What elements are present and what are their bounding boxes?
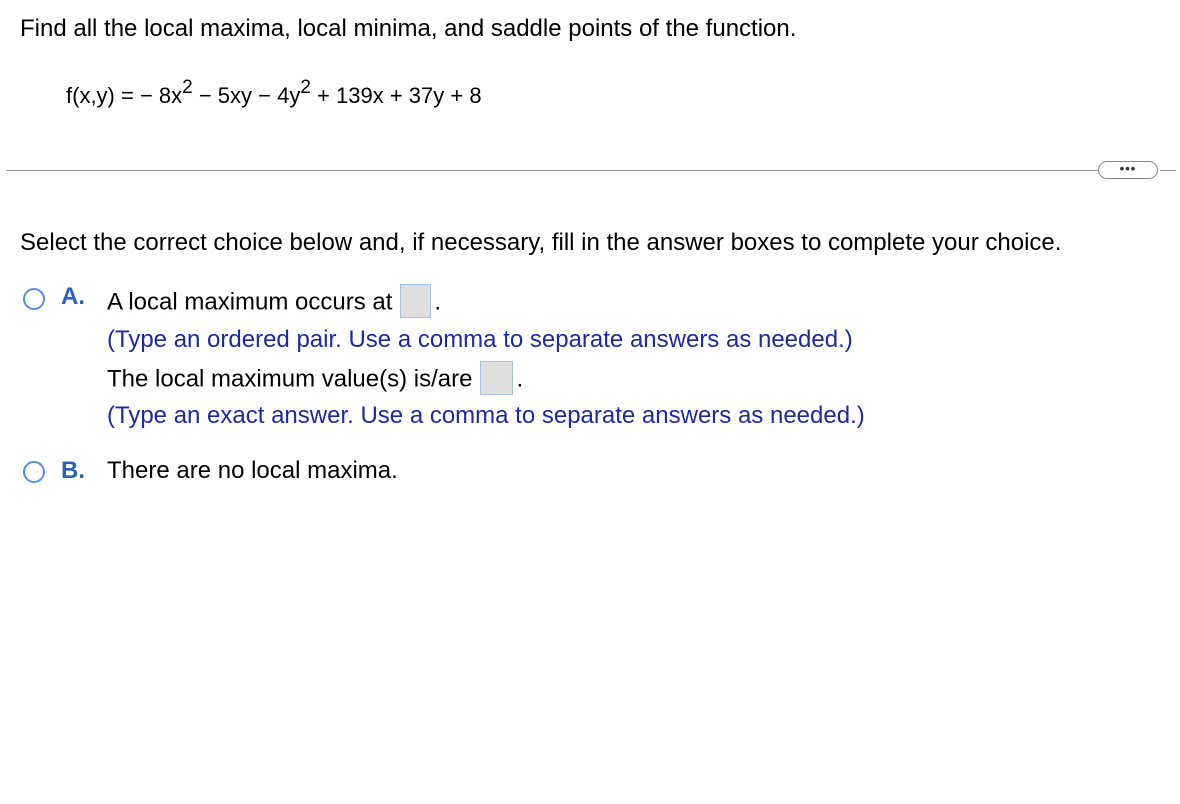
more-options-button[interactable]: ••• [1098,161,1158,179]
question-text: Find all the local maxima, local minima, and saddle points of the function. [20,15,797,42]
choice-a-text-2: The local maximum value(s) is/are [107,365,473,393]
choice-a-line-2 [107,363,523,397]
choice-b-text: There are no local maxima. [107,457,398,484]
local-max-point-input[interactable] [400,284,431,318]
formula-lhs: f(x,y) = [66,83,140,108]
formula-term-2: − 5xy − 4y [192,83,301,108]
local-max-value-input[interactable] [480,361,513,395]
section-divider-end [1160,170,1176,171]
choice-a-radio[interactable] [23,288,45,310]
choice-a-hint-1: (Type an ordered pair. Use a comma to separate answers as needed.) [107,326,853,353]
choice-a-period-2: . [516,365,524,393]
choice-b-radio[interactable] [23,461,45,483]
function-formula [66,74,482,118]
formula-term-3: + 139x + 37y + 8 [310,83,482,108]
formula-term-1: − 8x [139,83,183,108]
choice-a-text-1: A local maximum occurs at [107,288,393,316]
instruction-text: Select the correct choice below and, if necessary, fill in the answer boxes to complete your choice. [20,229,1062,256]
choice-a-letter: A. [61,283,85,310]
choice-a-hint-2: (Type an exact answer. Use a comma to separate answers as needed.) [107,402,865,429]
formula-exponent-1: 2 [182,76,193,98]
section-divider [6,170,1098,171]
formula-exponent-2: 2 [300,76,311,98]
choice-b-letter: B. [61,457,85,484]
choice-a-period-1: . [434,288,442,316]
choice-a-line-1 [107,286,441,320]
